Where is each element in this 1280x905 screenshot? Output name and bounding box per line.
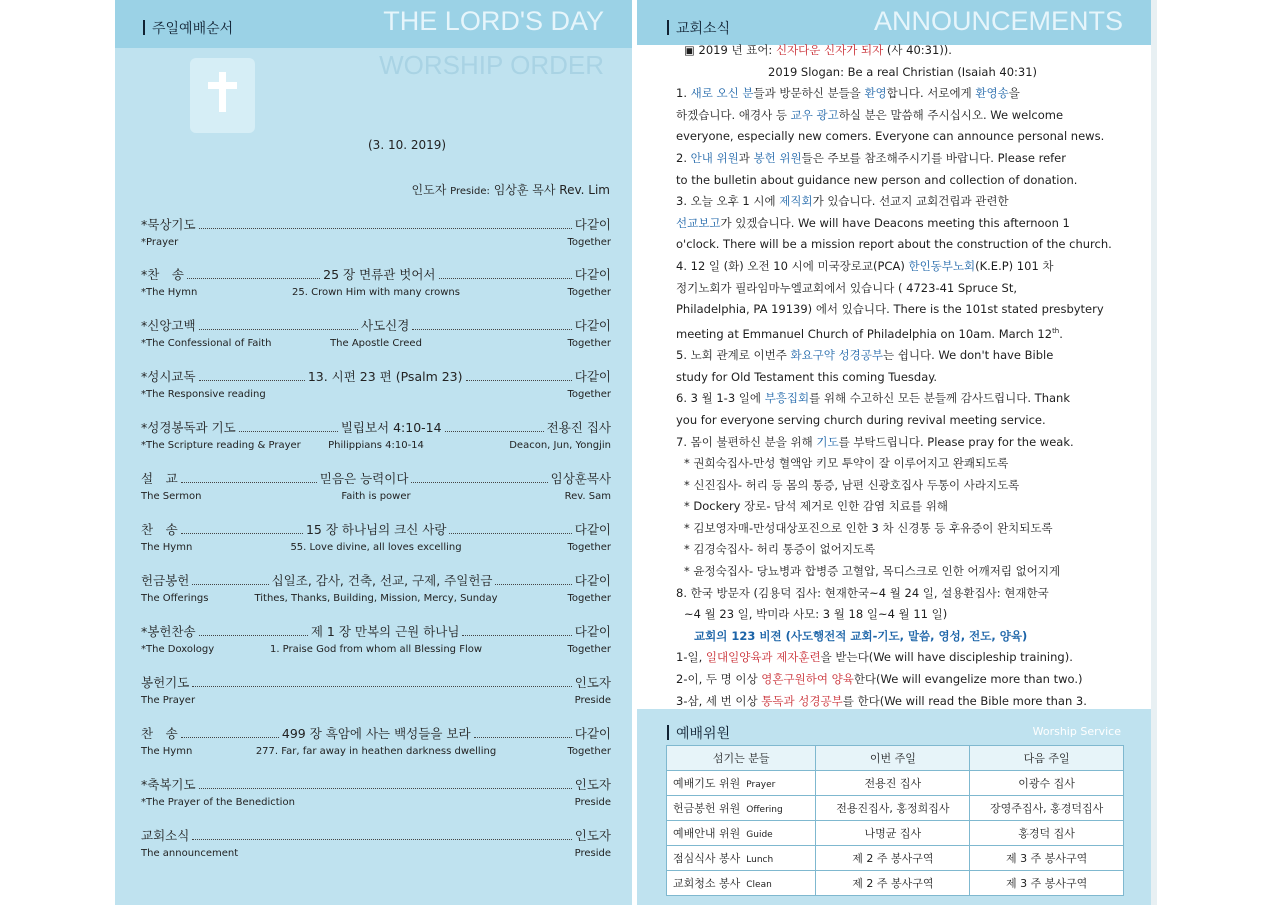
order-detail: 믿음은 능력이다 bbox=[319, 471, 409, 486]
order-item bbox=[141, 673, 611, 711]
announcements-page bbox=[637, 0, 1151, 905]
order-name-en: *The Doxology bbox=[141, 644, 215, 655]
worship-committee-table bbox=[666, 745, 1124, 896]
order-item bbox=[141, 418, 611, 456]
preside-line bbox=[412, 181, 610, 198]
order-leader: 다같이 bbox=[574, 217, 611, 232]
table-row bbox=[667, 771, 1124, 796]
announcement-6-en: you for everyone serving church during revival meeting service. bbox=[676, 412, 1046, 427]
slogan-ko: ▣ 2019 년 표어: 신자다운 신자가 되자 (사 40:31)). bbox=[684, 43, 952, 57]
order-name-en: The Prayer bbox=[141, 695, 196, 706]
role-cell bbox=[667, 846, 816, 871]
order-leader: 인도자 bbox=[574, 777, 611, 792]
order-name-en: *The Hymn bbox=[141, 287, 198, 298]
this-week-cell: 전용진집사, 홍정희집사 bbox=[816, 796, 970, 821]
order-name: 설 교 bbox=[141, 471, 178, 486]
order-item bbox=[141, 571, 611, 609]
worship-committee-section bbox=[637, 709, 1151, 905]
order-detail-en: The Apostle Creed bbox=[330, 338, 422, 349]
role-ko: 헌금봉헌 위원 bbox=[673, 802, 741, 815]
order-item bbox=[141, 520, 611, 558]
order-leader: 인도자 bbox=[574, 828, 611, 843]
dot-leader bbox=[192, 686, 571, 687]
announcement-7: 7. 몸이 불편하신 분을 위해 기도를 부탁드립니다. Please pray for the weak. bbox=[676, 434, 1074, 449]
order-detail-en: 277. Far, far away in heathen darkness dwelling bbox=[255, 746, 497, 757]
order-detail-en: 1. Praise God from whom all Blessing Flow bbox=[269, 644, 483, 655]
order-leader-en: Together bbox=[567, 593, 611, 604]
announcement-3: 3. 오늘 오후 1 시에 제직회가 있습니다. 선교지 교회건립과 관련한 bbox=[676, 194, 1009, 209]
dot-leader bbox=[239, 431, 338, 432]
announcement-4-en: meeting at Emmanuel Church of Philadelphia on 10am. March 12th. bbox=[676, 326, 1063, 341]
order-detail-en: 25. Crown Him with many crowns bbox=[292, 287, 460, 298]
order-name: 찬 송 bbox=[141, 522, 178, 537]
announcement-4: 4. 12 일 (화) 오전 10 시에 미국장로교(PCA) 한인동부노회(K.E.P) 101 차 bbox=[676, 258, 1054, 273]
announcement-8: 8. 한국 방문자 (김용덕 집사: 현재한국~4 월 24 일, 설용환집사: 현재한국 bbox=[676, 585, 1049, 600]
order-item bbox=[141, 724, 611, 762]
dot-leader bbox=[439, 278, 572, 279]
dot-leader bbox=[187, 278, 320, 279]
announcement-4-cont: 정기노회가 필라임마누엘교회에서 있습니다 ( 4723-41 Spruce St, bbox=[676, 280, 1018, 295]
slogan-en: 2019 Slogan: Be a real Christian (Isaiah 40:31) bbox=[768, 64, 1038, 79]
dot-leader bbox=[449, 533, 571, 534]
order-name: 찬 송 bbox=[141, 726, 178, 741]
order-detail: 13. 시편 23 편 (Psalm 23) bbox=[307, 369, 463, 384]
preside-label-ko: 인도자 bbox=[411, 183, 447, 197]
dot-leader bbox=[199, 380, 305, 381]
prayer-item: * 권희숙집사-만성 혈액암 키모 투약이 잘 이루어지고 완쾌되도록 bbox=[684, 456, 1009, 471]
order-item bbox=[141, 826, 611, 864]
this-week-cell: 전용진 집사 bbox=[816, 771, 970, 796]
role-ko: 예배안내 위원 bbox=[673, 827, 741, 840]
order-leader-en: Together bbox=[567, 389, 611, 400]
next-week-cell: 이광수 집사 bbox=[970, 771, 1124, 796]
announcement-4-cont2: Philadelphia, PA 19139) 에서 있습니다. There is the 101st stated presbytery bbox=[676, 302, 1104, 317]
dot-leader bbox=[445, 431, 544, 432]
order-leader: 임상훈목사 bbox=[550, 471, 612, 486]
order-item bbox=[141, 316, 611, 354]
order-leader: 다같이 bbox=[574, 318, 612, 333]
order-leader: 다같이 bbox=[574, 522, 611, 537]
page-edge bbox=[1151, 0, 1157, 905]
order-leader-en: Preside bbox=[574, 848, 611, 859]
order-leader: 다같이 bbox=[574, 573, 612, 588]
column-header: 다음 주일 bbox=[970, 746, 1124, 771]
order-item bbox=[141, 265, 611, 303]
order-name: *봉헌찬송 bbox=[141, 624, 196, 639]
section-tag: 주일예배순서 bbox=[143, 18, 233, 38]
order-name-en: *The Responsive reading bbox=[141, 389, 266, 400]
role-cell bbox=[667, 821, 816, 846]
prayer-item: * 김경숙집사- 허리 통증이 없어지도록 bbox=[684, 542, 876, 557]
order-name: 봉헌기도 bbox=[141, 675, 190, 690]
order-detail: 사도신경 bbox=[361, 318, 410, 333]
order-leader-en: Together bbox=[567, 644, 611, 655]
column-header: 이번 주일 bbox=[816, 746, 970, 771]
order-leader: 전용진 집사 bbox=[546, 420, 611, 435]
order-detail-en: Tithes, Thanks, Building, Mission, Mercy, Sunday bbox=[254, 593, 498, 604]
next-week-cell: 장영주집사, 홍경덕집사 bbox=[970, 796, 1124, 821]
order-leader-en: Together bbox=[567, 542, 611, 553]
order-name: *성시교독 bbox=[141, 369, 196, 384]
announcement-6: 6. 3 월 1-3 일에 부흥집회를 위해 수고하신 모든 분들께 감사드립니다. Thank bbox=[676, 391, 1070, 406]
order-leader-en: Deacon, Jun, Yongjin bbox=[509, 440, 611, 451]
order-detail: 제 1 장 만복의 근원 하나님 bbox=[310, 624, 460, 639]
vision-heading: 교회의 123 비젼 (사도행전적 교회-기도, 말씀, 영성, 전도, 양육) bbox=[694, 628, 1028, 643]
prayer-list bbox=[676, 453, 1136, 583]
order-leader: 다같이 bbox=[574, 369, 612, 384]
announcement-2: 2. 안내 위원과 봉헌 위원들은 주보를 참조해주시기를 바랍니다. Please refer bbox=[676, 150, 1066, 165]
role-en: Offering bbox=[746, 805, 783, 815]
order-name: *축복기도 bbox=[141, 777, 196, 792]
role-ko: 예배기도 위원 bbox=[673, 777, 741, 790]
this-week-cell: 제 2 주 봉사구역 bbox=[816, 871, 970, 896]
order-detail: 15 장 하나님의 크신 사랑 bbox=[305, 522, 447, 537]
order-item bbox=[141, 367, 611, 405]
order-name-en: The Hymn bbox=[141, 746, 193, 757]
vision-3: 3-삼, 세 번 이상 통독과 성경공부를 한다(We will read the Bible more than 3. bbox=[676, 693, 1087, 708]
announcement-body bbox=[676, 40, 1136, 712]
order-leader-en: Together bbox=[567, 287, 611, 298]
next-week-cell: 제 3 주 봉사구역 bbox=[970, 846, 1124, 871]
next-week-cell: 홍경덕 집사 bbox=[970, 821, 1124, 846]
role-cell bbox=[667, 771, 816, 796]
announcement-5: 5. 노회 관계로 이번주 화요구약 성경공부는 쉽니다. We don't have Bible bbox=[676, 348, 1054, 363]
order-name-en: *The Prayer of the Benediction bbox=[141, 797, 295, 808]
section-tag: 예배위원 bbox=[667, 723, 730, 743]
order-name-en: The Sermon bbox=[141, 491, 202, 502]
order-name: *찬 송 bbox=[141, 267, 184, 282]
announcement-1: 1. 새로 오신 분들과 방문하신 분들을 환영합니다. 서로에게 환영송을 bbox=[676, 86, 1020, 101]
order-name-en: *Prayer bbox=[141, 237, 179, 248]
announcement-2-en: to the bulletin about guidance new person and collection of donation. bbox=[676, 172, 1078, 187]
order-name-en: *The Confessional of Faith bbox=[141, 338, 272, 349]
order-leader-en: Together bbox=[567, 338, 611, 349]
this-week-cell: 나명균 집사 bbox=[816, 821, 970, 846]
role-cell bbox=[667, 796, 816, 821]
dot-leader bbox=[199, 788, 572, 789]
prayer-item: * 김보영자매-만성대상포진으로 인한 3 차 신경통 등 후유증이 완치되도록 bbox=[684, 520, 1053, 535]
order-name-en: *The Scripture reading & Prayer bbox=[141, 440, 301, 451]
vision-1: 1-일, 일대일양육과 제자훈련을 받는다(We will have discipleship training). bbox=[676, 650, 1073, 665]
order-item bbox=[141, 469, 611, 507]
order-name: *신앙고백 bbox=[141, 318, 196, 333]
table-row bbox=[667, 821, 1124, 846]
order-name: 헌금봉헌 bbox=[141, 573, 190, 588]
cross-icon bbox=[190, 58, 255, 133]
order-detail-en: Faith is power bbox=[341, 491, 411, 502]
order-item bbox=[141, 215, 611, 253]
dot-leader bbox=[199, 228, 572, 229]
column-header: 섬기는 분들 bbox=[667, 746, 816, 771]
page-subtitle: WORSHIP ORDER bbox=[379, 50, 604, 80]
role-en: Guide bbox=[746, 830, 773, 840]
order-detail: 25 장 면류관 벗어서 bbox=[323, 267, 436, 282]
worship-order-page bbox=[115, 0, 632, 905]
dot-leader bbox=[411, 482, 547, 483]
this-week-cell: 제 2 주 봉사구역 bbox=[816, 846, 970, 871]
table-row bbox=[667, 796, 1124, 821]
order-detail: 499 장 흑암에 사는 백성들을 보라 bbox=[281, 726, 471, 741]
section-subtitle: Worship Service bbox=[1032, 725, 1121, 738]
bulletin-date: (3. 10. 2019) bbox=[368, 138, 447, 152]
dot-leader bbox=[199, 329, 358, 330]
table-row bbox=[667, 846, 1124, 871]
dot-leader bbox=[199, 635, 308, 636]
announcement-5-en: study for Old Testament this coming Tuesday. bbox=[676, 369, 938, 384]
role-en: Clean bbox=[746, 880, 772, 890]
table-header-row bbox=[667, 746, 1124, 771]
order-leader: 다같이 bbox=[574, 267, 611, 282]
dot-leader bbox=[412, 329, 571, 330]
prayer-item: * 신진집사- 허리 등 몸의 통증, 남편 신광호집사 두통이 사라지도록 bbox=[684, 477, 1020, 492]
prayer-item: * Dockery 장로- 담석 제거로 인한 감염 치료를 위해 bbox=[684, 499, 948, 514]
role-cell bbox=[667, 871, 816, 896]
order-item bbox=[141, 622, 611, 660]
order-detail-en: 55. Love divine, all loves excelling bbox=[290, 542, 462, 553]
order-name-en: The announcement bbox=[141, 848, 239, 859]
order-leader: 다같이 bbox=[574, 726, 611, 741]
order-name: *성경봉독과 기도 bbox=[141, 420, 236, 435]
section-tag: 교회소식 bbox=[667, 18, 730, 38]
announcement-1-cont: 하겠습니다. 애경사 등 교우 광고하실 분은 말씀해 주시십시오. We welcome bbox=[676, 107, 1064, 122]
order-name-en: The Hymn bbox=[141, 542, 193, 553]
announcement-3-en: o'clock. There will be a mission report about the construction of the church. bbox=[676, 237, 1112, 252]
page-title: THE LORD'S DAY bbox=[383, 6, 604, 36]
vision-2: 2-이, 두 명 이상 영혼구원하여 양육한다(We will evangelize more than two.) bbox=[676, 672, 1083, 687]
order-name: 교회소식 bbox=[141, 828, 190, 843]
announcement-1-en: everyone, especially new comers. Everyone can announce personal news. bbox=[676, 129, 1105, 144]
order-leader-en: Rev. Sam bbox=[564, 491, 611, 502]
dot-leader bbox=[192, 584, 268, 585]
order-leader: 인도자 bbox=[574, 675, 611, 690]
table-row bbox=[667, 871, 1124, 896]
order-item bbox=[141, 775, 611, 813]
order-name: *묵상기도 bbox=[141, 217, 196, 232]
dot-leader bbox=[466, 380, 572, 381]
dot-leader bbox=[495, 584, 571, 585]
role-ko: 교회청소 봉사 bbox=[673, 877, 741, 890]
page-title: ANNOUNCEMENTS bbox=[873, 6, 1123, 36]
dot-leader bbox=[192, 839, 571, 840]
announcement-3-cont: 선교보고가 있겠습니다. We will have Deacons meeting this afternoon 1 bbox=[676, 215, 1070, 230]
preside-name: 임상훈 목사 Rev. Lim bbox=[493, 183, 610, 197]
dot-leader bbox=[181, 533, 303, 534]
order-detail-en: Philippians 4:10-14 bbox=[328, 440, 424, 451]
order-leader: 다같이 bbox=[574, 624, 611, 639]
order-leader-en: Together bbox=[567, 237, 611, 248]
order-name-en: The Offerings bbox=[141, 593, 209, 604]
role-en: Lunch bbox=[746, 855, 774, 865]
role-en: Prayer bbox=[746, 780, 776, 790]
role-ko: 점심식사 봉사 bbox=[673, 852, 741, 865]
order-detail: 빌립보서 4:10-14 bbox=[340, 420, 442, 435]
dot-leader bbox=[181, 482, 317, 483]
order-detail: 십일조, 감사, 건축, 선교, 구제, 주일헌금 bbox=[271, 573, 493, 588]
dot-leader bbox=[181, 737, 279, 738]
preside-label-en: Preside: bbox=[450, 186, 490, 197]
dot-leader bbox=[474, 737, 572, 738]
prayer-item: * 윤정숙집사- 당뇨병과 합병증 고혈압, 목디스크로 인한 어깨저림 없어지게 bbox=[684, 564, 1061, 579]
announcement-8-cont: ~4 월 23 일, 박미라 사모: 3 월 18 일~4 월 11 일) bbox=[684, 607, 948, 622]
order-leader-en: Preside bbox=[574, 797, 611, 808]
order-leader-en: Preside bbox=[574, 695, 611, 706]
next-week-cell: 제 3 주 봉사구역 bbox=[970, 871, 1124, 896]
dot-leader bbox=[462, 635, 571, 636]
order-leader-en: Together bbox=[567, 746, 611, 757]
